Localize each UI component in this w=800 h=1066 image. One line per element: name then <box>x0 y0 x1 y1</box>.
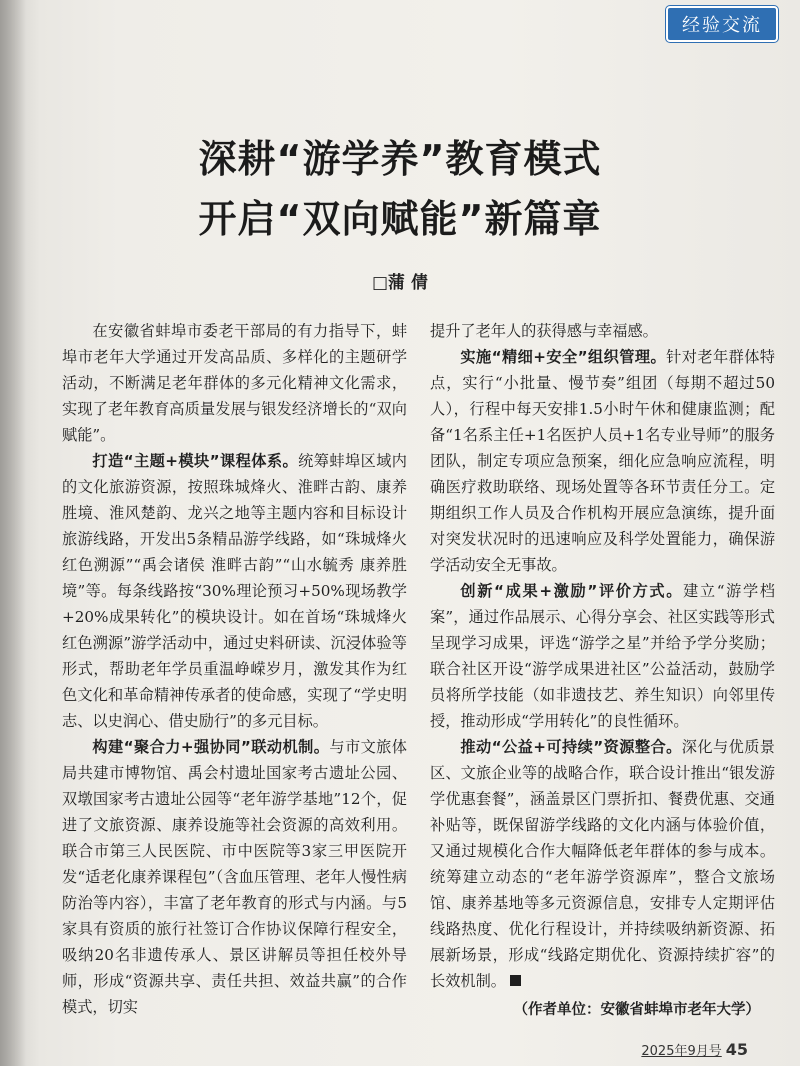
page-number: 45 <box>725 1040 748 1059</box>
page-footer <box>641 1040 748 1059</box>
paragraph-lead: 推动“公益+可持续”资源整合。 <box>460 738 682 756</box>
paragraph-resource-integration <box>430 734 775 994</box>
article-title-line-1: 深耕“游学养”教育模式 <box>198 137 602 181</box>
paragraph-course-system <box>62 448 407 734</box>
text-column-left <box>62 318 407 1020</box>
paragraph-management <box>430 344 775 578</box>
paragraph-text: 统筹蚌埠区域内的文化旅游资源，按照珠城烽火、淮畔古韵、康养胜境、淮风楚韵、龙兴之地等主题内容和目标设计旅游线路，开发出5条精品游学线路，如“珠城烽火 红色溯源”“禹会诸侯 淮畔古韵”“山水毓秀 康养胜境”等。每条线路按“30%理论预习+50%现场教学+20%成果转化”的模块设计。如在首场“珠城烽火 红色溯源”游学活动中，通过史料研读、沉浸体验等形式，帮助老年学员重温峥嵘岁月，激发其作为红色文化和革命精神传承者的使命感，实现了“学史明志、以史润心、借史励行”的多元目标。 <box>62 452 407 730</box>
paragraph-text: 建立“游学档案”，通过作品展示、心得分享会、社区实践等形式呈现学习成果，评选“游学之星”并给予学分奖励；联合社区开设“游学成果进社区”公益活动，鼓励学员将所学技能（如非遗技艺、养生知识）向邻里传授，推动形成“学用转化”的良性循环。 <box>430 582 775 730</box>
article-title-line-2: 开启“双向赋能”新篇章 <box>198 197 602 241</box>
paragraph-continuation: 提升了老年人的获得感与幸福感。 <box>430 322 658 340</box>
author-unit: （作者单位：安徽省蚌埠市老年大学） <box>513 1002 760 1018</box>
paragraph-linkage-mechanism <box>62 734 407 1020</box>
text-column-right <box>430 318 775 994</box>
paragraph-lead: 实施“精细+安全”组织管理。 <box>460 348 667 366</box>
paragraph-intro <box>62 318 407 448</box>
article-author: □蒲 倩 <box>372 273 428 293</box>
paragraph-text: 在安徽省蚌埠市委老干部局的有力指导下，蚌埠市老年大学通过开发高品质、多样化的主题研学活动，不断满足老年群体的多元化精神文化需求，实现了老年教育高质量发展与银发经济增长的“双向赋能”。 <box>62 322 407 444</box>
paragraph-lead: 构建“聚合力+强协同”联动机制。 <box>92 738 330 756</box>
paragraph-text: 与市文旅体局共建市博物馆、禹会村遗址国家考古遗址公园、双墩国家考古遗址公园等“老年游学基地”12个，促进了文旅资源、康养设施等社会资源的高效利用。联合市第三人民医院、市中医院等3家三甲医院开发“适老化康养课程包”（含血压管理、老年人慢性病防治等内容），丰富了老年教育的形式与内涵。与5家具有资质的旅行社签订合作协议保障行程安全，吸纳20名非遗传承人、景区讲解员等担任校外导师，形成“资源共享、责任共担、效益共赢”的合作模式，切实 <box>62 738 407 1016</box>
paragraph-evaluation <box>430 578 775 734</box>
column-tag: 经验交流 <box>666 6 778 42</box>
black-square-icon <box>510 975 521 986</box>
paragraph-lead: 创新“成果+激励”评价方式。 <box>460 582 684 600</box>
paragraph-lead: 打造“主题+模块”课程体系。 <box>92 452 299 470</box>
paragraph-text: 针对老年群体特点，实行“小批量、慢节奏”组团（每期不超过50人），行程中每天安排1.5小时午休和健康监测；配备“1名系主任+1名医护人员+1名专业导师”的服务团队，制定专项应急预案，细化应急响应流程，明确医疗救助联络、现场处置等各环节责任分工。定期组织工作人员及合作机构开展应急演练，提升面对突发状况时的迅速响应及科学处置能力，确保游学活动安全无事故。 <box>430 348 775 574</box>
paragraph-text: 深化与优质景区、文旅企业等的战略合作，联合设计推出“银发游学优惠套餐”，涵盖景区门票折扣、餐费优惠、交通补贴等，既保留游学线路的文化内涵与体验价值，又通过规模化合作大幅降低老年群体的参与成本。统筹建立动态的“老年游学资源库”，整合文旅场馆、康养基地等多元资源信息，安排专人定期评估线路热度、优化行程设计，并持续吸纳新资源、拓展新场景，形成“线路定期优化、资源持续扩容”的长效机制。 <box>430 738 775 990</box>
issue-label: 2025年9月号 <box>641 1044 722 1059</box>
